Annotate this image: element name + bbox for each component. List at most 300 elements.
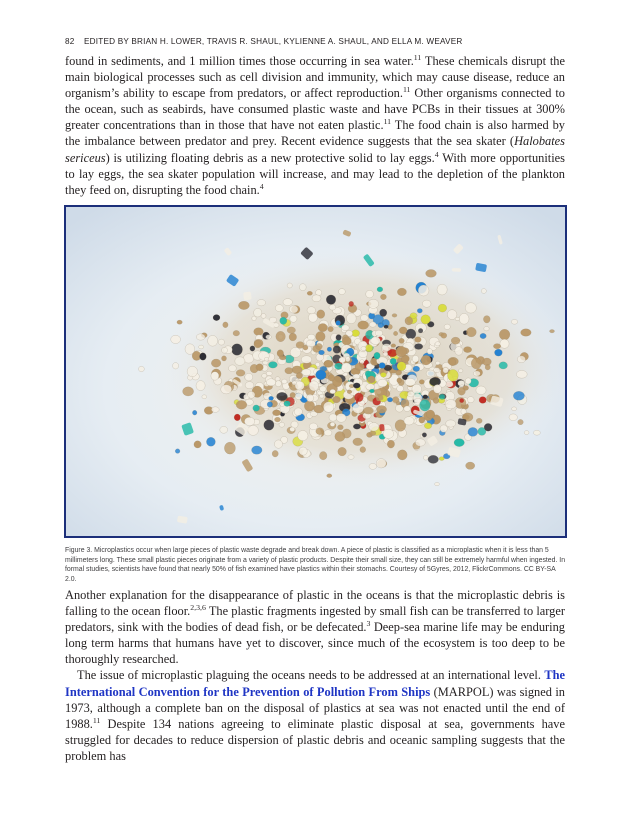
citation-ref: 2,3,6 (190, 603, 206, 613)
plastic-pellet (448, 370, 459, 382)
plastic-pellet (471, 358, 481, 369)
plastic-pellet (435, 342, 440, 346)
plastic-pellet (282, 379, 287, 384)
plastic-pellet (295, 393, 302, 400)
plastic-pellet (319, 350, 325, 355)
plastic-pellet (413, 366, 420, 372)
plastic-pellet (338, 425, 344, 430)
plastic-pellet (264, 420, 274, 431)
plastic-pellet (200, 353, 207, 360)
plastic-pellet (208, 335, 218, 346)
plastic-pellet (299, 447, 307, 455)
plastic-pellet (266, 371, 272, 375)
plastic-pellet (476, 418, 482, 423)
plastic-pellet (330, 422, 335, 426)
plastic-pellet (329, 414, 337, 421)
plastic-pellet (405, 317, 413, 325)
plastic-pellet (294, 408, 302, 416)
para3-sentence-2: (MARPOL) was signed in 1973, although a complete ban on the disposal of plastics at sea was not enacted until the end of 1988. (65, 684, 565, 731)
plastic-pellet (257, 300, 266, 306)
plastic-pellet (390, 358, 396, 364)
plastic-pellet (299, 284, 306, 291)
plastic-pellet (374, 352, 380, 359)
plastic-pellet (333, 346, 341, 354)
plastic-pellet (339, 357, 346, 363)
plastic-pellet (206, 437, 215, 446)
plastic-pellet (524, 431, 529, 435)
body-paragraph-2 (65, 587, 565, 667)
plastic-pellet (459, 313, 469, 324)
plastic-pellet (232, 344, 243, 356)
plastic-pellet (437, 284, 447, 295)
plastic-pellet (383, 429, 394, 438)
plastic-pellet (229, 365, 237, 372)
plastic-pellet (449, 358, 456, 365)
plastic-pellet (512, 407, 517, 411)
plastic-pellet (328, 326, 334, 331)
plastic-pellet (392, 314, 397, 318)
plastic-fragment (243, 292, 252, 301)
body-paragraph-1 (65, 53, 565, 198)
plastic-pellet (223, 322, 228, 328)
plastic-pellet (302, 369, 311, 376)
plastic-pellet (213, 315, 220, 321)
plastic-pellet (320, 386, 327, 392)
plastic-pellet (266, 335, 272, 339)
plastic-pellet (426, 370, 435, 377)
plastic-pellet (468, 427, 478, 436)
plastic-pellet (327, 474, 332, 478)
plastic-pellet (358, 321, 369, 329)
plastic-pellet (438, 304, 447, 312)
plastic-pellet (377, 287, 383, 292)
plastic-pellet (196, 381, 205, 391)
plastic-pellet (347, 390, 352, 394)
plastic-pellet (361, 315, 369, 322)
plastic-pellet (427, 349, 432, 355)
body-text-lower (65, 587, 565, 764)
plastic-pellet (370, 431, 376, 436)
plastic-pellet (346, 313, 356, 324)
plastic-pellet (426, 410, 435, 418)
plastic-pellet (382, 344, 391, 351)
plastic-pellet (306, 394, 313, 401)
plastic-pellet (275, 417, 281, 422)
para1-sentence-5: ) is utilizing floating debris as a new protective solid to lay eggs. (105, 150, 435, 165)
plastic-pellet (220, 426, 228, 433)
plastic-pellet (211, 359, 221, 367)
plastic-pellet (466, 327, 476, 337)
plastic-pellet (421, 355, 431, 365)
plastic-pellet (338, 447, 347, 456)
plastic-pellet (433, 398, 439, 404)
plastic-pellet (424, 423, 431, 429)
para2-sentence-1: Another explanation for the disappearance of plastic in the oceans is that the microplastic debris is falling to the ocean floor. (65, 588, 565, 619)
plastic-pellet (318, 324, 327, 332)
para1-sentence-3: Other organisms connected to the ocean, such as seabirds, have consumed plastic waste and have PCBs in their tissues at 300% greater concentrations than in those that have not eaten plastic. (65, 86, 565, 133)
plastic-pellet (274, 440, 282, 448)
plastic-pellet (422, 433, 427, 438)
plastic-pellet (484, 327, 489, 331)
plastic-pellet (414, 344, 423, 350)
plastic-pellet (308, 334, 316, 340)
plastic-pellet (298, 431, 308, 441)
plastic-pellet (464, 347, 472, 353)
plastic-pellet (238, 301, 249, 309)
plastic-fragment (452, 268, 461, 272)
plastic-pellet (326, 295, 336, 305)
plastic-pellet (269, 396, 274, 400)
plastic-pellet (396, 346, 407, 357)
plastic-pellet (534, 430, 541, 435)
plastic-pellet (317, 310, 325, 319)
plastic-pellet (473, 371, 480, 376)
plastic-pellet (435, 361, 440, 365)
plastic-pellet (368, 299, 379, 308)
plastic-pellet (173, 363, 179, 369)
plastic-pellet (348, 455, 354, 460)
plastic-pellet (336, 321, 341, 326)
plastic-pellet (353, 438, 363, 446)
plastic-pellet (380, 372, 386, 377)
plastic-pellet (405, 378, 415, 386)
plastic-pellet (384, 325, 389, 329)
citation-ref: 11 (413, 53, 422, 62)
plastic-pellet (369, 463, 377, 469)
plastic-pellet (399, 327, 407, 334)
citation-ref: 11 (92, 715, 101, 725)
plastic-pellet (194, 441, 201, 448)
plastic-pellet (250, 346, 255, 351)
plastic-pellet (399, 338, 404, 343)
plastic-pellet (428, 455, 439, 463)
plastic-pellet (235, 357, 245, 366)
para3-sentence-3: Despite 134 nations agreeing to eliminate plastic disposal at sea, governments have struggled for decades to reduce dispersion of plastic debris and oceanic sampling suggests that the problem has (65, 716, 565, 763)
plastic-pellet (476, 386, 486, 395)
plastic-pellet (459, 369, 463, 373)
citation-ref: 4 (434, 149, 439, 159)
plastic-pellet (329, 375, 335, 382)
plastic-pellet (287, 327, 295, 334)
plastic-pellet (455, 347, 463, 356)
para1-sentence-4: The food chain is also harmed by the imbalance between predator and prey. Recent evidence suggests that the sea skater ( (65, 118, 565, 149)
plastic-pellet (467, 397, 474, 403)
plastic-pellet (441, 333, 447, 339)
plastic-pellet (397, 386, 404, 392)
plastic-pellet (342, 363, 352, 373)
plastic-pellet (185, 344, 195, 355)
plastic-pellet (319, 452, 327, 460)
plastic-pellet (307, 291, 312, 295)
plastic-pellet (495, 349, 503, 356)
plastic-pellet (518, 419, 524, 424)
plastic-pellet (435, 483, 440, 486)
plastic-pellet (279, 422, 285, 427)
plastic-pellet (485, 364, 490, 370)
plastic-pellet (480, 333, 486, 338)
plastic-pellet (304, 401, 314, 412)
plastic-pellet (324, 430, 332, 436)
plastic-pellet (339, 289, 346, 295)
plastic-pellet (466, 462, 475, 469)
plastic-pellet (245, 373, 253, 381)
plastic-pellet (254, 328, 264, 336)
plastic-pellet (285, 368, 293, 374)
plastic-pellet (415, 337, 422, 343)
plastic-pellet (516, 370, 527, 378)
plastic-pellet (187, 366, 197, 377)
plastic-pellet (236, 400, 247, 409)
plastic-pellet (256, 364, 263, 371)
plastic-pellet (387, 397, 392, 402)
plastic-pellet (443, 368, 448, 373)
plastic-pellet (303, 345, 308, 350)
plastic-pellet (433, 385, 441, 394)
citation-ref: 4 (259, 181, 264, 191)
plastic-pellet (397, 378, 402, 383)
plastic-pellet (333, 396, 341, 403)
plastic-pellet (290, 315, 297, 322)
plastic-pellet (307, 307, 316, 314)
plastic-pellet (493, 344, 500, 349)
plastic-pellet (248, 425, 259, 435)
para3-sentence-1: The issue of microplastic plaguing the oceans needs to be addressed at an international level. (77, 668, 545, 683)
marpol-link[interactable]: The International Convention for the Prevention of Pollution From Ships (65, 668, 565, 699)
plastic-pellet (211, 407, 219, 413)
plastic-pellet (283, 299, 292, 306)
plastic-pellet (267, 402, 273, 408)
plastic-pellet (196, 334, 205, 340)
plastic-pellet (233, 330, 240, 336)
plastic-pellet (175, 449, 180, 454)
species-name: Halobates sericeus (65, 134, 565, 165)
plastic-pellet (404, 406, 411, 412)
plastic-pellet (483, 316, 490, 323)
plastic-pellet (342, 337, 351, 345)
plastic-pellet (275, 305, 283, 312)
plastic-pellet (354, 393, 363, 402)
plastic-pellet (316, 332, 326, 342)
plastic-pellet (289, 333, 297, 341)
plastic-pellet (509, 414, 517, 421)
para1-sentence-1: found in sediments, and 1 million times those occurring in sea water. (65, 54, 414, 68)
plastic-pellet (446, 420, 456, 427)
plastic-pellet (447, 310, 457, 320)
plastic-pellet (511, 319, 517, 324)
plastic-pellet (465, 378, 471, 384)
plastic-pellet (254, 308, 262, 317)
plastic-pellet (224, 442, 235, 454)
plastic-pellet (279, 355, 286, 360)
plastic-pellet (360, 447, 366, 453)
plastic-pellet (393, 331, 397, 335)
plastic-pellet (370, 389, 375, 393)
plastic-pellet (309, 381, 319, 391)
plastic-pellet (484, 423, 492, 431)
plastic-pellet (421, 315, 431, 324)
plastic-pellet (264, 357, 268, 361)
plastic-pellet (499, 362, 508, 369)
plastic-pellet (481, 289, 486, 294)
plastic-pellet (353, 383, 360, 388)
plastic-pellet (199, 345, 204, 349)
plastic-pellet (444, 324, 450, 329)
plastic-pellet (423, 395, 428, 399)
plastic-pellet (316, 370, 327, 380)
plastic-pellet (171, 335, 181, 343)
para2-sentence-2: The plastic fragments ingested by small fish can be transferred to larger predators, sink with the bodies of dead fish, or be defecated. (65, 604, 565, 635)
figure-caption: Figure 3. Microplastics occur when large pieces of plastic waste degrade and break down. A piece of plastic is classified as a microplastic when it is less than 5 millimeters long. These small plastic pieces originate from a variety of plastic products. Despite their small size, they can still be extremely harmful when ingested. In formal studies, scientists have found that nearly 50% of fish examined have plastics within their stomachs. Courtesy of 5Gyres, 2012, FlickrCommons. CC BY-SA 2.0. (65, 547, 566, 583)
microplastics-figure (64, 205, 567, 538)
plastic-pellet (460, 398, 464, 402)
plastic-pellet (365, 371, 371, 377)
plastic-pellet (316, 428, 324, 435)
plastic-pellet (369, 423, 379, 432)
plastic-pellet (218, 339, 224, 345)
plastic-pellet (418, 285, 429, 296)
plastic-pellet (177, 320, 182, 324)
plastic-pellet (234, 414, 240, 421)
plastic-pellet (397, 362, 406, 371)
plastic-pellet (183, 387, 194, 396)
plastic-pellet (371, 337, 381, 345)
plastic-pellet (391, 344, 396, 348)
plastic-pellet (363, 407, 373, 414)
plastic-pellet (422, 300, 431, 307)
plastic-pellet (349, 301, 354, 306)
plastic-pellet (458, 387, 466, 395)
plastic-pellet (465, 303, 476, 313)
para1-sentence-2: These chemicals disrupt the main biological processes such as cell division and immunity, which may cause disease, reduce an organism’s ability to escape from predators, or affect reproduction. (65, 54, 565, 101)
plastic-pellet (253, 405, 260, 411)
plastic-pellet (336, 335, 342, 341)
plastic-pellet (323, 402, 334, 413)
plastic-pellet (268, 362, 277, 369)
plastic-pellet (521, 329, 532, 336)
page-number: 82 (65, 37, 75, 46)
plastic-pellet (308, 313, 317, 322)
plastic-pellet (273, 410, 281, 416)
plastic-pellet (244, 417, 254, 425)
plastic-pellet (292, 381, 297, 385)
plastic-pellet (417, 309, 422, 314)
plastic-pellet (550, 330, 555, 333)
plastic-fragment (379, 424, 385, 431)
plastic-pellet (439, 394, 445, 399)
plastic-pellet (404, 417, 414, 425)
plastic-pellet (221, 385, 232, 394)
plastic-pellet (375, 330, 383, 336)
plastic-pellet (312, 295, 321, 302)
plastic-pellet (222, 347, 228, 353)
running-header (65, 37, 565, 46)
para1-sentence-6: With more opportunities to lay eggs, the sea skater population will increase, and may lead to the depletion of the plankton they feed on, disrupting the food chain. (65, 150, 565, 197)
plastic-pellet (327, 347, 332, 352)
plastic-pellet (139, 366, 145, 372)
plastic-pellet (290, 427, 295, 432)
plastic-pellet (426, 270, 437, 278)
plastic-pellet (287, 283, 292, 288)
plastic-pellet (309, 423, 317, 430)
plastic-pellet (245, 382, 254, 389)
plastic-pellet (376, 459, 386, 468)
plastic-pellet (275, 381, 281, 387)
plastic-pellet (445, 400, 456, 409)
plastic-pellet (499, 329, 510, 340)
plastic-pellet (248, 391, 255, 398)
plastic-pellet (355, 363, 365, 370)
plastic-pellet (353, 424, 361, 429)
plastic-pellet (324, 360, 332, 367)
plastic-pellet (329, 305, 336, 311)
plastic-pellet (280, 317, 287, 324)
body-paragraph-3 (65, 667, 565, 764)
running-title: EDITED BY BRIAN H. LOWER, TRAVIS R. SHAUL, KYLIENNE A. SHAUL, AND ELLA M. WEAVER (84, 37, 463, 46)
plastic-pellet (440, 425, 447, 432)
plastic-pellet (290, 347, 301, 357)
plastic-pellet (361, 347, 366, 351)
plastic-pellet (330, 389, 336, 393)
plastic-pellet (336, 414, 346, 423)
plastic-pellet (222, 356, 227, 361)
microplastics-photo (66, 207, 565, 536)
plastic-pellet (266, 379, 275, 386)
citation-ref: 3 (366, 619, 371, 629)
plastic-pellet (378, 379, 388, 387)
plastic-pellet (211, 372, 219, 381)
plastic-pellet (342, 325, 350, 331)
citation-ref: 11 (383, 117, 392, 127)
plastic-pellet (387, 440, 394, 448)
plastic-pellet (412, 355, 419, 362)
plastic-pellet (451, 337, 460, 344)
plastic-pellet (301, 356, 312, 364)
plastic-pellet (380, 309, 387, 317)
plastic-pellet (446, 381, 454, 387)
plastic-pellet (397, 288, 406, 296)
plastic-pellet (377, 406, 387, 414)
plastic-pellet (296, 373, 302, 379)
plastic-pellet (289, 306, 298, 314)
plastic-pellet (418, 328, 423, 333)
plastic-pellet (393, 397, 400, 403)
citation-ref: 11 (402, 85, 411, 95)
plastic-pellet (380, 294, 386, 300)
plastic-pellet (419, 380, 424, 385)
plastic-pellet (397, 450, 407, 460)
plastic-pellet (320, 394, 324, 398)
plastic-pellet (236, 370, 245, 377)
plastic-pellet (479, 397, 486, 404)
plastic-pellet (335, 432, 345, 442)
plastic-pellet (276, 331, 286, 341)
plastic-pellet (316, 343, 323, 349)
plastic-pellet (277, 392, 288, 401)
plastic-pellet (192, 410, 197, 415)
plastic-pellet (252, 446, 263, 454)
plastic-pellet (379, 363, 385, 369)
plastic-pellet (202, 395, 207, 399)
plastic-pellet (420, 400, 431, 412)
plastic-pellet (366, 290, 374, 298)
plastic-pellet (415, 439, 425, 446)
plastic-pellet (454, 439, 464, 447)
plastic-pellet (517, 356, 525, 363)
plastic-pellet (369, 322, 376, 327)
para2-sentence-3: Deep-sea marine life may be enduring long term harms that humans have yet to discover, since much of the ecosystem is too deep to be thoroughly researched. (65, 620, 565, 667)
plastic-pellet (513, 391, 524, 400)
plastic-pellet (272, 450, 278, 457)
